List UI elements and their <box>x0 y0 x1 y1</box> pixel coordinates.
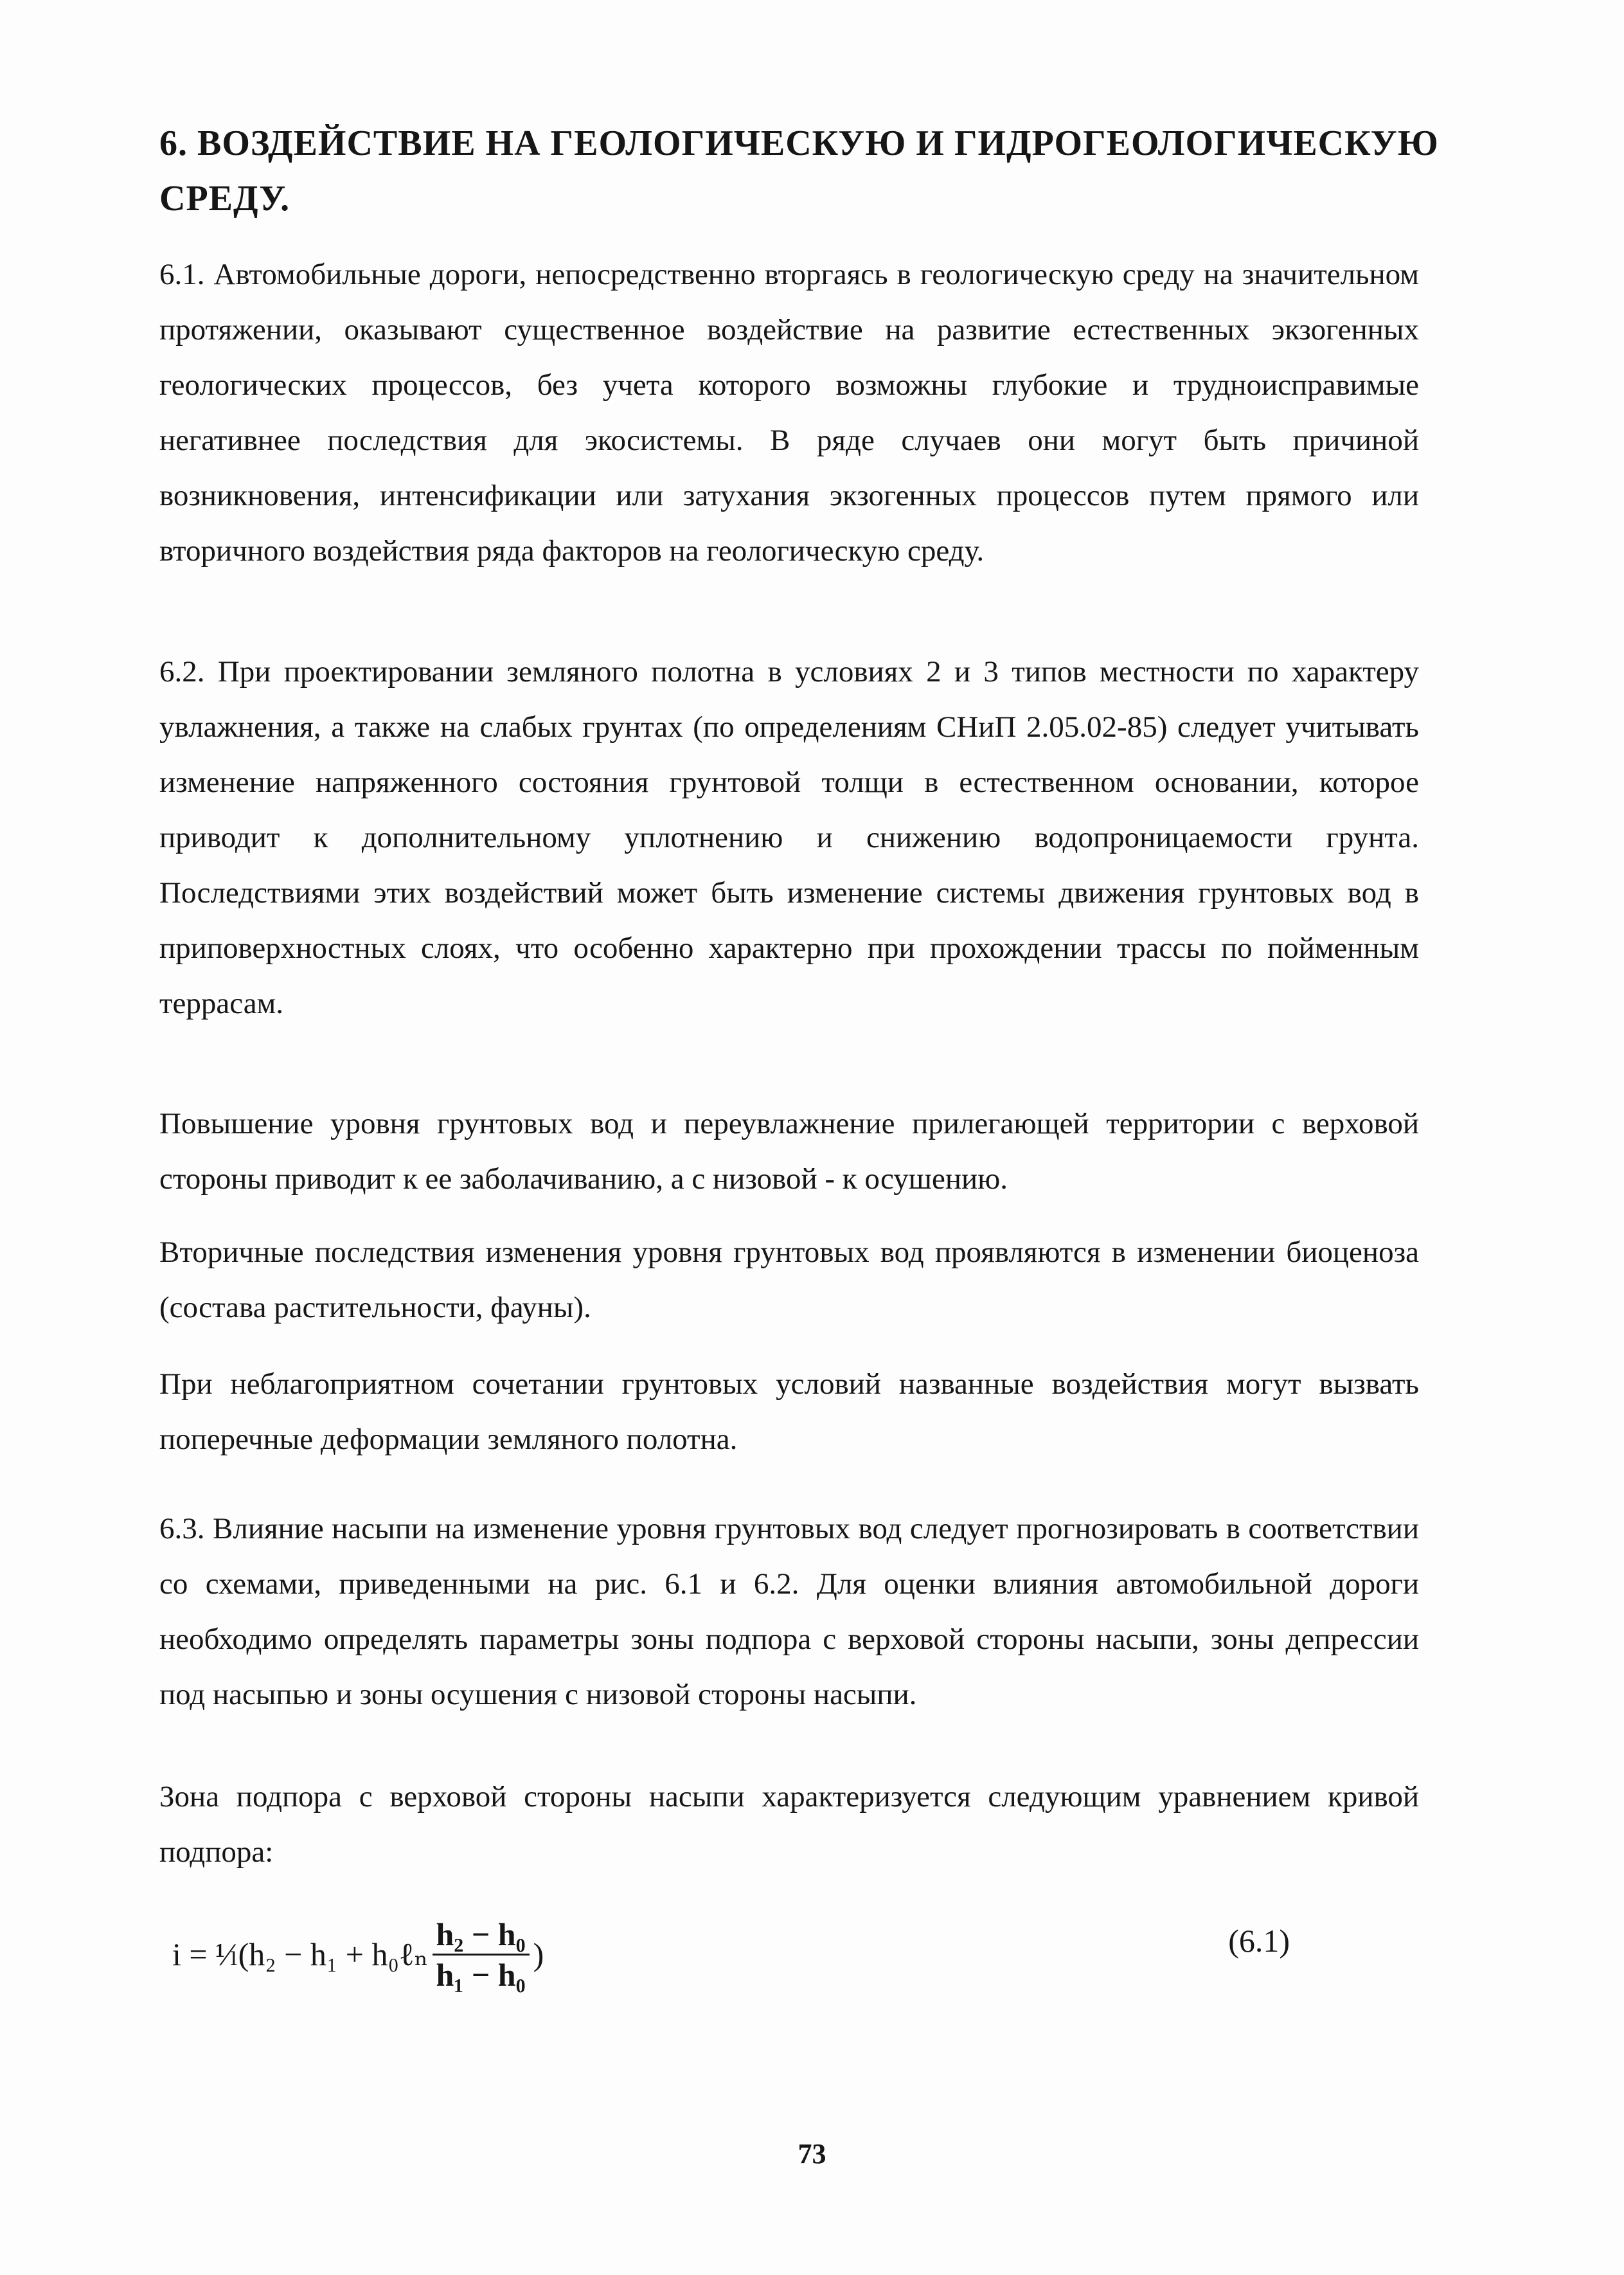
paragraph-groundwater-rise: Повышение уровня грунтовых вод и переувлажнение прилегающей территории с верховой стороны приводит к ее заболачиванию, а с низовой - к осушению. <box>159 1107 1419 1196</box>
fraction-numerator: h₂ − h₀ <box>433 1916 530 1956</box>
section-heading: 6. ВОЗДЕЙСТВИЕ НА ГЕОЛОГИЧЕСКУЮ И ГИДРОГЕОЛОГИЧЕСКУЮ СРЕДУ. <box>159 123 1439 219</box>
paragraph-backwater-zone: Зона подпора с верховой стороны насыпи характеризуется следующим уравнением кривой подпора: <box>159 1780 1419 1869</box>
equation-close-paren: ) <box>533 1936 544 1972</box>
equation-fraction <box>433 1916 530 1993</box>
paragraph-6-1: 6.1. Автомобильные дороги, непосредственно вторгаясь в геологическую среду на значительном протяжении, оказывают существенное воздействие на развитие естественных экзогенных геологических процессов, без учета которого возможны глубокие и трудноисправимые негативнее последствия для экосистемы. В ряде случаев они могут быть причиной возникновения, интенсификации или затухания экзогенных процессов путем прямого или вторичного воздействия ряда факторов на геологическую среду. <box>159 258 1419 568</box>
equation-number: (6.1) <box>1228 1923 1290 1959</box>
paragraph-secondary-effects: Вторичные последствия изменения уровня грунтовых вод проявляются в изменении биоценоза (состава растительности, фауны). <box>159 1236 1419 1324</box>
page-number: 73 <box>798 2138 826 2170</box>
paragraph-6-2: 6.2. При проектировании земляного полотна в условиях 2 и 3 типов местности по характеру увлажнения, а также на слабых грунтах (по определениям СНиП 2.05.02-85) следует учитывать изменение напряженного состояния грунтовой толщи в естественном основании, которое приводит к дополнительному уплотнению и снижению водопроницаемости грунта. Последствиями этих воздействий может быть изменение системы движения грунтовых вод в приповерхностных слоях, что особенно характерно при прохождении трассы по пойменным террасам. <box>159 655 1419 1020</box>
equation-6-1 <box>172 1903 544 2006</box>
paragraph-6-3: 6.3. Влияние насыпи на изменение уровня грунтовых вод следует прогнозировать в соответствии со схемами, приведенными на рис. 6.1 и 6.2. Для оценки влияния автомобильной дороги необходимо определять параметры зоны подпора с верховой стороны насыпи, зоны депрессии под насыпью и зоны осушения с низовой стороны насыпи. <box>159 1512 1419 1711</box>
fraction-denominator: h₁ − h₀ <box>436 1956 526 1993</box>
equation-lhs: i = ¹⁄ₗ(h₂ − h₁ + h₀ℓₙ <box>172 1936 429 1972</box>
paragraph-deformations: При неблагоприятном сочетании грунтовых условий названные воздействия могут вызвать поперечные деформации земляного полотна. <box>159 1367 1419 1456</box>
